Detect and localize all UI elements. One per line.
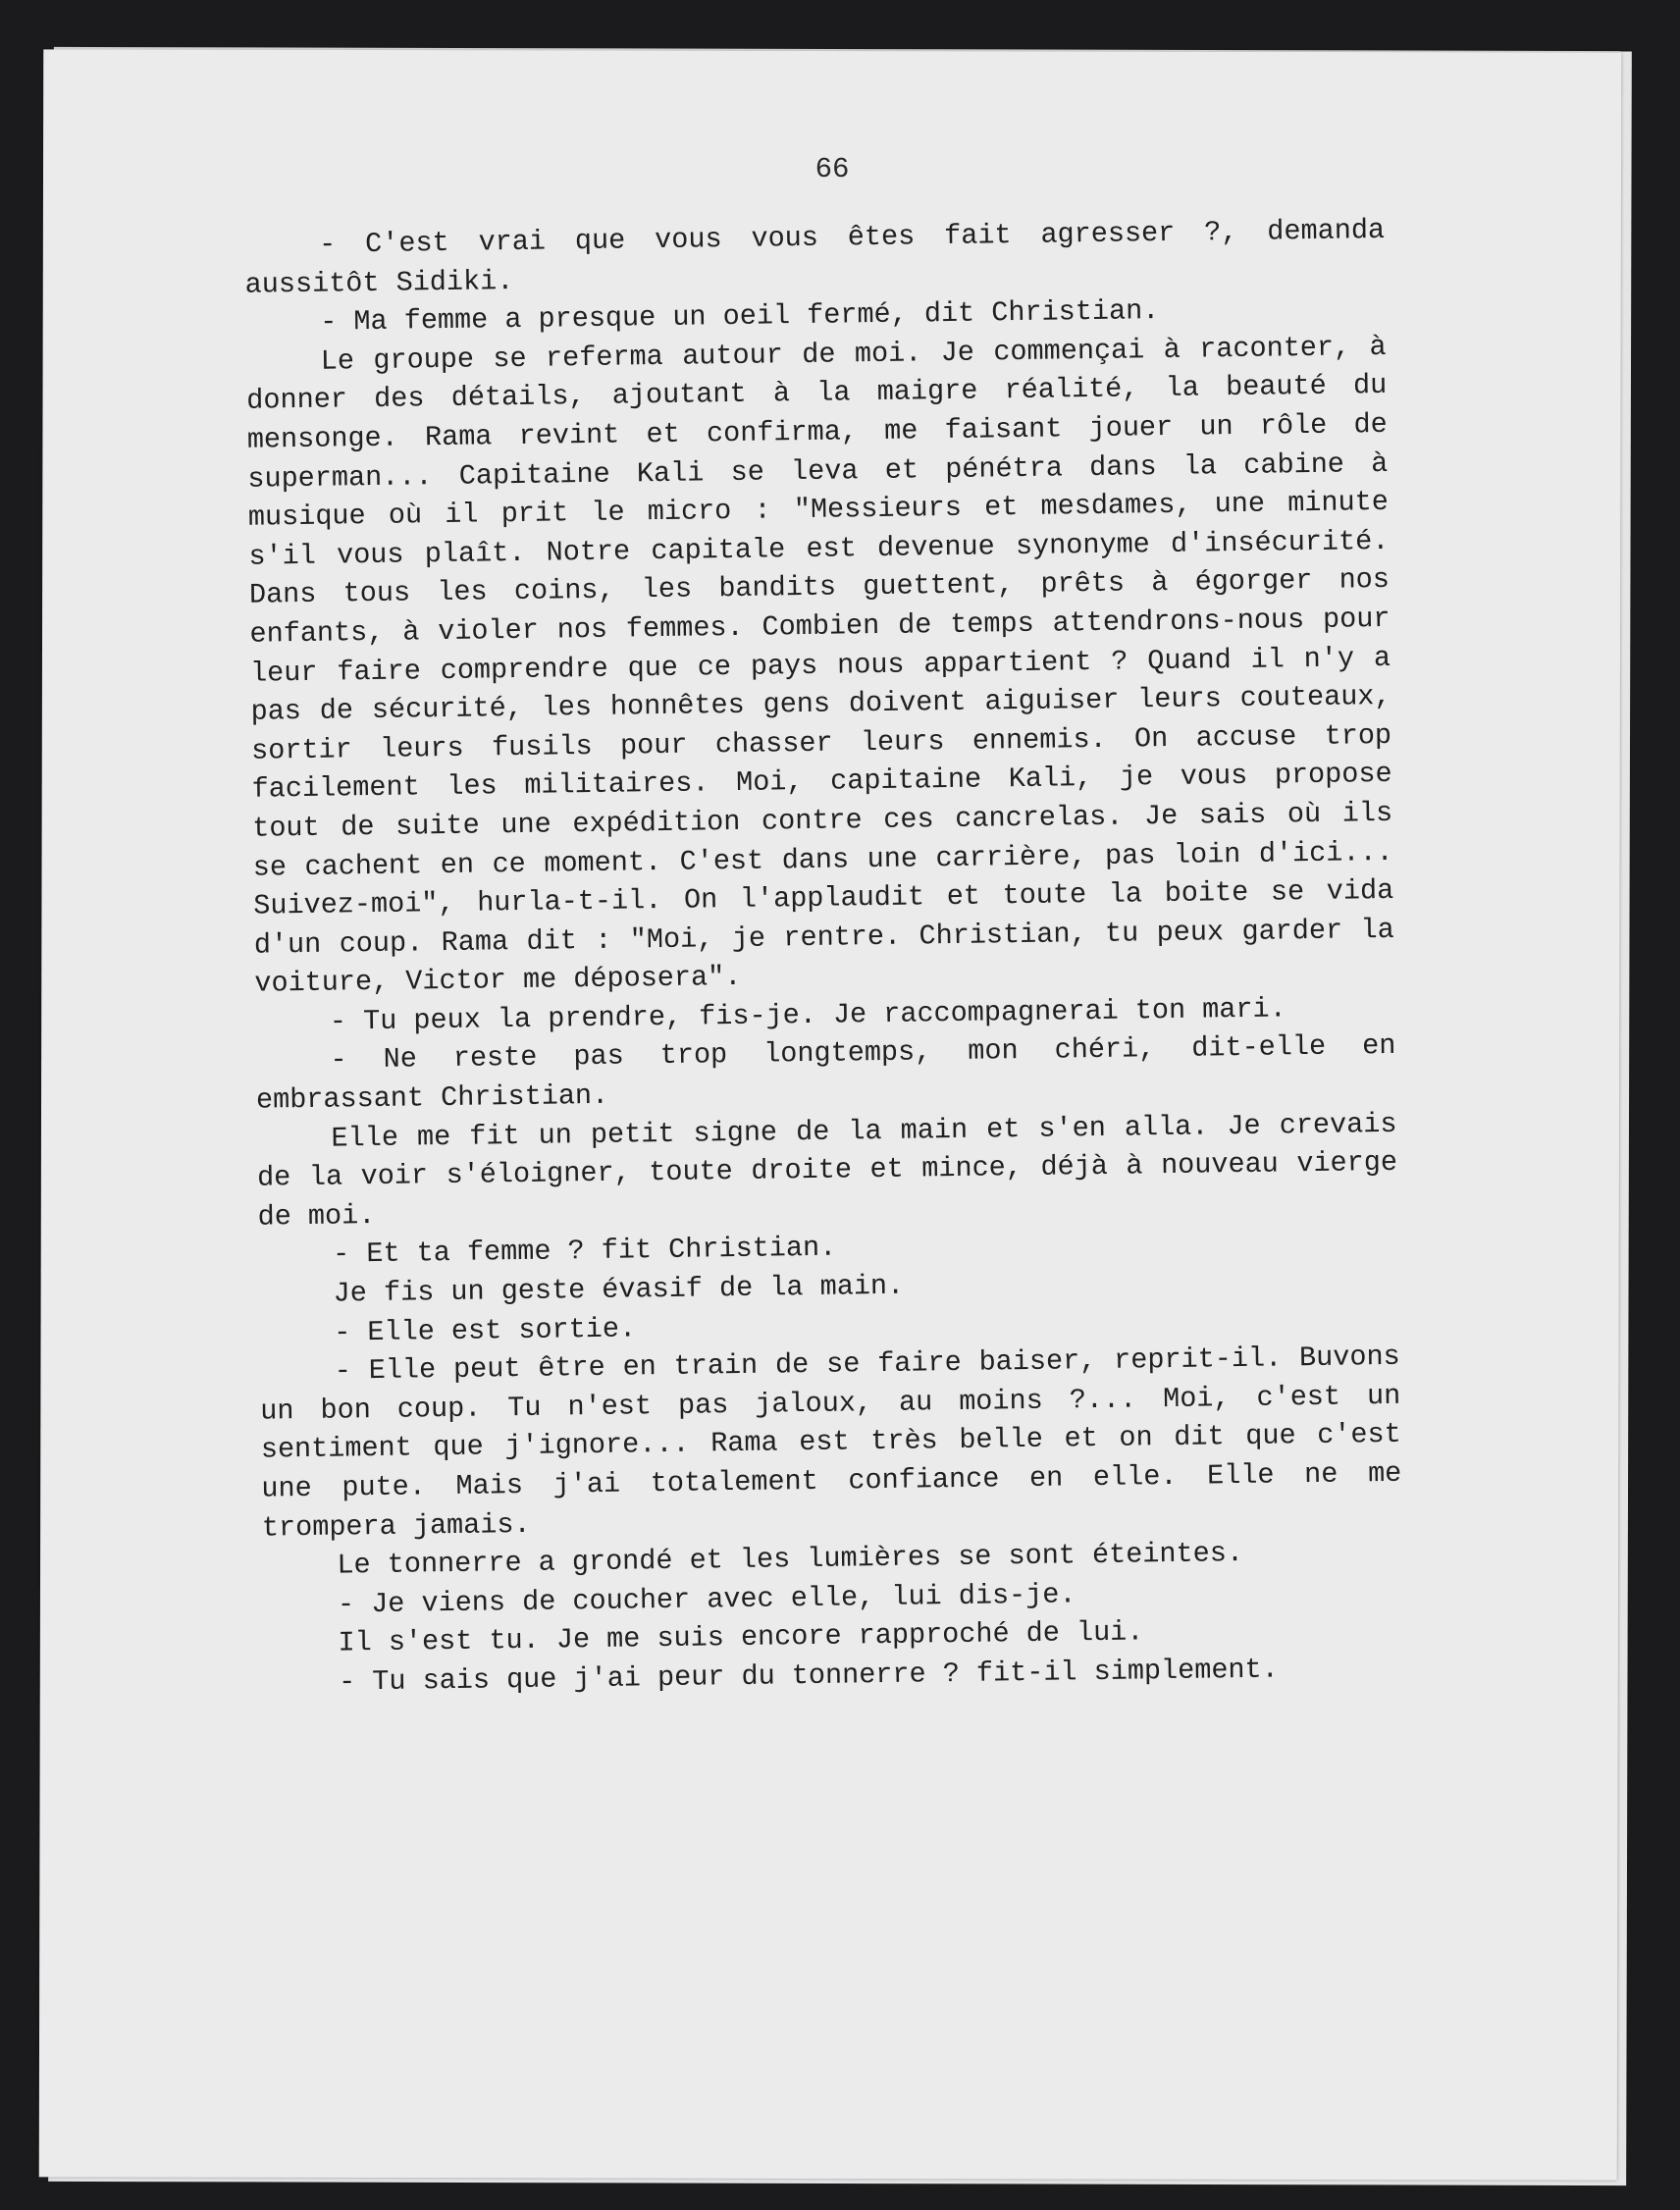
paragraph: - Je viens de coucher avec elle, lui dis-je. — [337, 1578, 1076, 1621]
paragraph: - Et ta femme ? fit Christian. — [332, 1232, 837, 1272]
page-number: 66 — [814, 152, 850, 186]
paragraph: Je fis un geste évasif de la main. — [333, 1269, 905, 1310]
paragraph: - C'est vrai que vous vous êtes fait agresser ?, demanda aussitôt Sidiki. — [244, 213, 1386, 301]
manuscript-page — [39, 49, 1622, 2180]
paragraph: Elle me fit un petit signe de la main et s'en alla. Je crevais de la voir s'éloigner, toute droite et mince, déjà à nouveau vierge de moi. — [256, 1107, 1398, 1234]
paragraph: Le tonnerre a grondé et les lumières se sont éteintes. — [337, 1537, 1244, 1582]
paragraph: - Elle est sortie. — [334, 1312, 637, 1349]
paragraph: Le groupe se referma autour de moi. Je commençai à raconter, à donner des détails, ajoutant à la maigre réalité, la beauté du mensonge. Rama revint et confirma, me faisant jouer un rôle de superman... Capitaine Kali se leva et pénétra dans la cabine à musique où il prit le micro : "Messieurs et mesdames, une minute s'il vous plaît. Notre capitale est devenue synonyme d'insécurité. Dans tous les coins, les bandits guettent, prêts à égorger nos enfants, à violer nos femmes. Combien de temps attendrons-nous pour leur faire comprendre que ce pays nous appartient ? Quand il n'y a pas de sécurité, les honnêtes gens doivent aiguiser leurs couteaux, sortir leurs fusils pour chasser leurs ennemis. On accuse trop facilement les militaires. Moi, capitaine Kali, je vous propose tout de suite une expédition contre ces cancrelas. Je sais où ils se cachent en ce moment. C'est dans une carrière, pas loin d'ici... Suivez-moi", hurla-t-il. On l'applaudit et toute la boite se vida d'un coup. Rama dit : "Moi, je rentre. Christian, tu peux garder la voiture, Victor me déposera". — [246, 330, 1394, 1000]
body-text — [244, 211, 1404, 1703]
paragraph: - Elle peut être en train de se faire baiser, reprit-il. Buvons un bon coup. Tu n'est pas jaloux, au moins ?... Moi, c'est un sentiment que j'ignore... Rama est très belle et on dit que c'est une pute. Mais j'ai totalement confiance en elle. Elle ne me trompera jamais. — [260, 1341, 1402, 1545]
paragraph: Il s'est tu. Je me suis encore rapproché de lui. — [338, 1615, 1144, 1659]
paragraph: - Ma femme a presque un oeil fermé, dit Christian. — [320, 294, 1160, 339]
paragraph: - Tu peux la prendre, fis-je. Je raccompagnerai ton mari. — [329, 992, 1286, 1038]
paragraph: - Ne reste pas trop longtemps, mon chéri, dit-elle en embrassant Christian. — [255, 1029, 1396, 1117]
paragraph: - Tu sais que j'ai peur du tonnerre ? fit-il simplement. — [338, 1653, 1279, 1699]
